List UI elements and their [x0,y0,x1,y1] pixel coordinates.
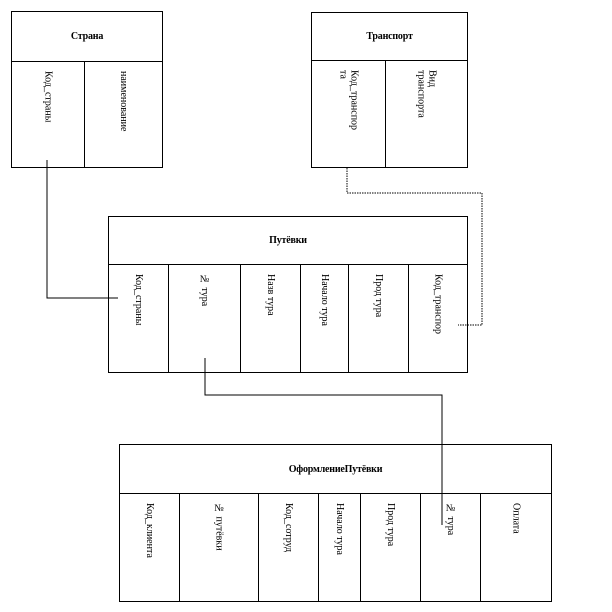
field-nomer-putevki: № путёвки [213,503,225,551]
field-kod-strany: Код_страны [133,274,144,326]
field-nomer-tura: № тура [199,274,210,307]
entity-title: ОформлениеПутёвки [120,445,551,494]
field-kod-transporta: Код_транспор [432,274,444,335]
field-kod-klienta: Код_клиента [144,503,155,558]
entity-title: Страна [12,12,162,62]
field-prod-tura: Прод тура [385,503,396,547]
field-nachalo-tura: Начало тура [334,503,345,555]
field-naimenovanie: наименование [118,71,129,132]
field-vid-transporta: Вид транспорта [415,70,438,118]
field-nomer-tura: № тура [445,503,456,536]
field-kod-sotrudnika: Код_сотруд [283,503,294,553]
field-nazv-tura: Назв тура [265,274,276,316]
entity-title: Транспорт [312,13,467,61]
link-transport-putevki [347,168,482,325]
field-prod-tura: Прод тура [373,274,384,318]
field-kod-strany: Код_страны [42,71,54,123]
field-kod-transporta: Код_транспор та [337,70,360,131]
field-oplata: Оплата [510,503,522,534]
field-nachalo-tura: Начало тура [319,274,330,326]
entity-title: Путёвки [109,217,467,265]
link-strana-putevki [47,160,118,298]
link-putevki-oformlenie [205,358,442,525]
